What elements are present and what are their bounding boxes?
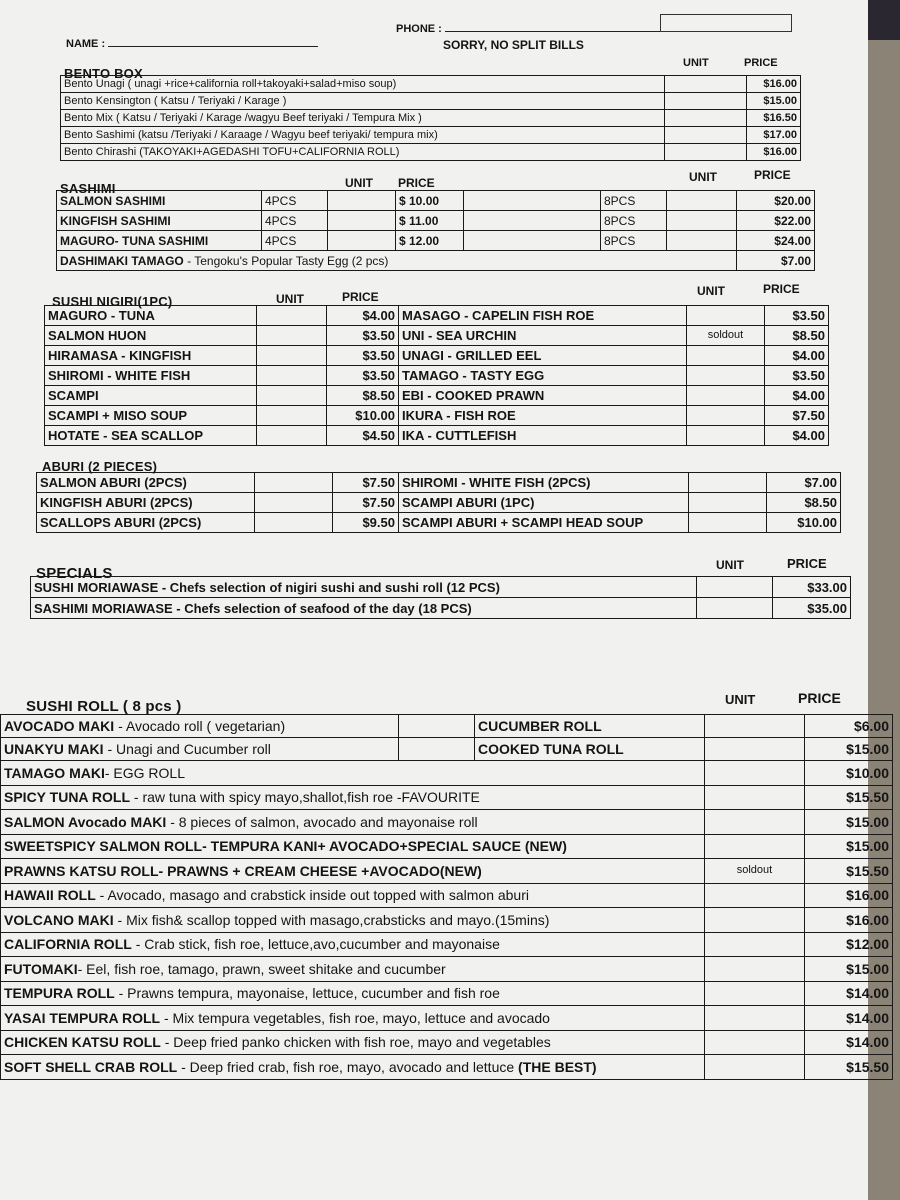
nigiri-price: $4.00 <box>327 306 399 326</box>
roll-item <box>1 785 705 810</box>
nigiri-price-label: PRICE <box>342 290 379 304</box>
bento-row <box>61 144 801 161</box>
bento-unit-cell <box>665 127 747 144</box>
roll-price: $10.00 <box>805 761 893 786</box>
roll-price: $16.00 <box>805 883 893 908</box>
nigiri-price-right: $8.50 <box>765 326 829 346</box>
nigiri-price-right: $7.50 <box>765 406 829 426</box>
specials-item: SUSHI MORIAWASE - Chefs selection of nigiri sushi and sushi roll (12 PCS) <box>31 577 697 598</box>
roll-box-cell <box>399 738 475 761</box>
roll-item <box>1 715 399 738</box>
roll-price: $15.50 <box>805 859 893 884</box>
bento-item-name: Bento Sashimi (katsu /Teriyaki / Karaage / Wagyu beef teriyaki/ tempura mix) <box>61 127 665 144</box>
item-description: - Mix fish& scallop topped with masago,crabsticks and mayo.(15mins) <box>113 911 550 928</box>
roll-price: $15.00 <box>805 738 893 761</box>
roll-item <box>1 761 705 786</box>
specials-row <box>31 598 851 619</box>
nigiri-unit-cell <box>257 406 327 426</box>
nigiri-name-right: IKA - CUTTLEFISH <box>399 426 687 446</box>
roll-unit-cell <box>705 981 805 1006</box>
sashimi-unit-cell <box>328 191 396 211</box>
roll-item <box>1 908 705 933</box>
nigiri-price-right: $3.50 <box>765 366 829 386</box>
bento-price-label: PRICE <box>744 57 778 69</box>
nigiri-row <box>45 366 829 386</box>
nigiri-price: $3.50 <box>327 326 399 346</box>
sashimi-price-label: PRICE <box>398 176 435 190</box>
nigiri-name: SCAMPI + MISO SOUP <box>45 406 257 426</box>
roll-price: $15.50 <box>805 785 893 810</box>
bento-price: $15.00 <box>747 93 801 110</box>
nigiri-name-right: MASAGO - CAPELIN FISH ROE <box>399 306 687 326</box>
roll-item <box>1 738 399 761</box>
nigiri-row <box>45 346 829 366</box>
nigiri-price-right: $4.00 <box>765 346 829 366</box>
sashimi-name: KINGFISH SASHIMI <box>57 211 262 231</box>
roll-item <box>1 981 705 1006</box>
roll-unit-cell <box>705 883 805 908</box>
sashimi-price-large: $22.00 <box>737 211 815 231</box>
item-name: AVOCADO MAKI <box>4 718 115 734</box>
sashimi-price-large: $24.00 <box>737 231 815 251</box>
item-name: TAMAGO MAKI <box>4 764 105 781</box>
roll-row <box>1 834 893 859</box>
bento-unit-label: UNIT <box>683 57 709 69</box>
item-name: SOFT SHELL CRAB ROLL <box>4 1058 178 1075</box>
roll-row <box>1 908 893 933</box>
item-name: SALMON Avocado MAKI <box>4 813 167 830</box>
sashimi-table <box>56 190 815 271</box>
soldout-label: soldout <box>687 326 765 346</box>
specials-price: $33.00 <box>773 577 851 598</box>
aburi-row <box>37 473 841 493</box>
nigiri-price-right: $3.50 <box>765 306 829 326</box>
nigiri-name-right: IKURA - FISH ROE <box>399 406 687 426</box>
no-split-notice: SORRY, NO SPLIT BILLS <box>443 38 584 52</box>
roll-item <box>1 1055 705 1080</box>
sashimi-gap-cell <box>464 231 601 251</box>
item-name: HAWAII ROLL <box>4 887 96 904</box>
nigiri-price-right: $4.00 <box>765 386 829 406</box>
sashimi-gap-cell <box>464 211 601 231</box>
sashimi-row <box>57 231 815 251</box>
roll-item <box>1 810 705 835</box>
nigiri-price: $10.00 <box>327 406 399 426</box>
nigiri-name-right: UNAGI - GRILLED EEL <box>399 346 687 366</box>
nigiri-unit-cell <box>257 346 327 366</box>
phone-line <box>445 31 695 32</box>
roll-unit-cell <box>705 761 805 786</box>
bento-row <box>61 110 801 127</box>
sashimi-qty: 4PCS <box>262 191 328 211</box>
roll-price: $14.00 <box>805 981 893 1006</box>
roll-price: $6.00 <box>805 715 893 738</box>
item-name: CHICKEN KATSU ROLL <box>4 1034 161 1051</box>
nigiri-price-right: $4.00 <box>765 426 829 446</box>
item-description: - Deep fried crab, fish roe, mayo, avocado and lettuce <box>177 1058 519 1075</box>
roll-row <box>1 761 893 786</box>
sashimi-name: SALMON SASHIMI <box>57 191 262 211</box>
roll-row <box>1 932 893 957</box>
roll-unit-cell <box>705 785 805 810</box>
name-line <box>108 46 318 47</box>
nigiri-name: SCAMPI <box>45 386 257 406</box>
aburi-name-right: SCAMPI ABURI + SCAMPI HEAD SOUP <box>399 513 689 533</box>
aburi-unit-cell <box>255 513 333 533</box>
item-name: TEMPURA ROLL <box>4 985 115 1002</box>
aburi-price-right: $7.00 <box>767 473 841 493</box>
nigiri-title: SUSHI NIGIRI(1PC) <box>52 294 173 309</box>
aburi-table <box>36 472 841 533</box>
item-name: SPICY TUNA ROLL <box>4 789 131 806</box>
item-description: - 8 pieces of salmon, avocado and mayonaise roll <box>166 813 478 830</box>
nigiri-name-right: EBI - COOKED PRAWN <box>399 386 687 406</box>
item-name: PRAWNS KATSU ROLL- PRAWNS + CREAM CHEESE +AVOCADO(NEW) <box>4 862 482 879</box>
soldout-label: soldout <box>705 859 805 884</box>
specials-item: SASHIMI MORIAWASE - Chefs selection of seafood of the day (18 PCS) <box>31 598 697 619</box>
aburi-unit-cell-right <box>689 493 767 513</box>
bento-price: $16.50 <box>747 110 801 127</box>
aburi-price: $7.50 <box>333 473 399 493</box>
bento-row <box>61 127 801 144</box>
bento-item-name: Bento Chirashi (TAKOYAKI+AGEDASHI TOFU+CALIFORNIA ROLL) <box>61 144 665 161</box>
bento-unit-cell <box>665 93 747 110</box>
nigiri-name: HIRAMASA - KINGFISH <box>45 346 257 366</box>
item-description: - raw tuna with spicy mayo,shallot,fish roe -FAVOURITE <box>130 789 480 806</box>
aburi-row <box>37 493 841 513</box>
specials-title: SPECIALS <box>36 565 113 582</box>
sashimi-row <box>57 191 815 211</box>
item-name: VOLCANO MAKI <box>4 911 114 928</box>
sashimi-price: $ 10.00 <box>396 191 464 211</box>
bento-price: $16.00 <box>747 76 801 93</box>
nigiri-unit-cell-right <box>687 366 765 386</box>
aburi-unit-cell <box>255 493 333 513</box>
tamago-price: $7.00 <box>737 251 815 271</box>
nigiri-price: $3.50 <box>327 346 399 366</box>
item-description: - Deep fried panko chicken with fish roe, mayo and vegetables <box>160 1034 551 1051</box>
nigiri-unit-cell-right <box>687 406 765 426</box>
sashimi-price-label-2: PRICE <box>754 168 791 182</box>
nigiri-unit-cell <box>257 386 327 406</box>
nigiri-unit-cell-right <box>687 386 765 406</box>
roll-price: $15.00 <box>805 957 893 982</box>
sashimi-name: MAGURO- TUNA SASHIMI <box>57 231 262 251</box>
roll-row <box>1 859 893 884</box>
rolls-price-label: PRICE <box>798 690 841 706</box>
nigiri-price-label-2: PRICE <box>763 282 800 296</box>
aburi-unit-cell-right <box>689 473 767 493</box>
item-name: YASAI TEMPURA ROLL <box>4 1009 161 1026</box>
sashimi-title: SASHIMI <box>60 181 116 196</box>
roll-row <box>1 1055 893 1080</box>
bento-row <box>61 93 801 110</box>
nigiri-unit-cell <box>257 366 327 386</box>
roll-row <box>1 957 893 982</box>
roll-unit-cell <box>705 1006 805 1031</box>
sashimi-unit-cell-large <box>667 231 737 251</box>
sashimi-qty: 4PCS <box>262 211 328 231</box>
nigiri-name-right: TAMAGO - TASTY EGG <box>399 366 687 386</box>
bento-title: BENTO BOX <box>64 66 143 81</box>
roll-row <box>1 738 893 761</box>
order-number-box <box>660 14 792 32</box>
item-description: - EGG ROLL <box>104 764 185 781</box>
item-description: - Avocado roll ( vegetarian) <box>114 718 286 734</box>
roll-item <box>1 834 705 859</box>
nigiri-row <box>45 306 829 326</box>
specials-price: $35.00 <box>773 598 851 619</box>
roll-price: $14.00 <box>805 1006 893 1031</box>
aburi-name-right: SHIROMI - WHITE FISH (2PCS) <box>399 473 689 493</box>
bento-price: $17.00 <box>747 127 801 144</box>
item-name: UNAKYU MAKI <box>4 741 104 757</box>
specials-unit-label: UNIT <box>716 558 744 572</box>
rolls-title: SUSHI ROLL ( 8 pcs ) <box>26 698 182 715</box>
aburi-row <box>37 513 841 533</box>
item-name: DASHIMAKI TAMAGO <box>60 253 184 268</box>
phone-label: PHONE : <box>396 23 442 35</box>
nigiri-name: SALMON HUON <box>45 326 257 346</box>
sashimi-unit-cell <box>328 211 396 231</box>
roll-item <box>1 883 705 908</box>
roll-unit-cell <box>705 834 805 859</box>
roll-item <box>1 1006 705 1031</box>
sashimi-qty-large: 8PCS <box>601 191 667 211</box>
phone-field <box>396 23 695 35</box>
nigiri-row <box>45 406 829 426</box>
sashimi-unit-cell-large <box>667 211 737 231</box>
aburi-unit-cell-right <box>689 513 767 533</box>
roll-price: $15.50 <box>805 1055 893 1080</box>
item-description: - Prawns tempura, mayonaise, lettuce, cucumber and fish roe <box>114 985 500 1002</box>
aburi-price-right: $10.00 <box>767 513 841 533</box>
nigiri-table <box>44 305 829 446</box>
nigiri-price: $8.50 <box>327 386 399 406</box>
item-name: CALIFORNIA ROLL <box>4 936 132 953</box>
roll-row <box>1 883 893 908</box>
specials-row <box>31 577 851 598</box>
sashimi-qty-large: 8PCS <box>601 211 667 231</box>
nigiri-name-right: UNI - SEA URCHIN <box>399 326 687 346</box>
roll-item <box>1 1030 705 1055</box>
item-description: - Unagi and Cucumber roll <box>103 741 271 757</box>
nigiri-row <box>45 386 829 406</box>
nigiri-row <box>45 426 829 446</box>
rolls-unit-label: UNIT <box>725 692 756 707</box>
item-description: - Avocado, masago and crabstick inside out topped with salmon aburi <box>95 887 529 904</box>
nigiri-unit-cell <box>257 426 327 446</box>
nigiri-unit-label-2: UNIT <box>697 284 725 298</box>
aburi-price-right: $8.50 <box>767 493 841 513</box>
sashimi-unit-cell-large <box>667 191 737 211</box>
nigiri-name: MAGURO - TUNA <box>45 306 257 326</box>
aburi-name: SALMON ABURI (2PCS) <box>37 473 255 493</box>
roll-row <box>1 810 893 835</box>
name-label: NAME : <box>66 38 106 50</box>
sashimi-qty-large: 8PCS <box>601 231 667 251</box>
roll-unit-cell <box>705 957 805 982</box>
bento-table <box>60 75 801 161</box>
sashimi-price: $ 12.00 <box>396 231 464 251</box>
name-field <box>66 38 318 50</box>
sashimi-gap-cell <box>464 191 601 211</box>
specials-price-label: PRICE <box>787 556 827 571</box>
sashimi-unit-label: UNIT <box>345 176 373 190</box>
nigiri-name: SHIROMI - WHITE FISH <box>45 366 257 386</box>
bento-item-name: Bento Unagi ( unagi +rice+california roll+takoyaki+salad+miso soup) <box>61 76 665 93</box>
aburi-name: SCALLOPS ABURI (2PCS) <box>37 513 255 533</box>
tamago-row <box>57 251 815 271</box>
roll-price: $15.00 <box>805 810 893 835</box>
bento-price: $16.00 <box>747 144 801 161</box>
aburi-price: $7.50 <box>333 493 399 513</box>
nigiri-price: $3.50 <box>327 366 399 386</box>
roll-unit-cell <box>705 1030 805 1055</box>
roll-item <box>1 932 705 957</box>
aburi-title: ABURI (2 PIECES) <box>42 459 158 474</box>
roll-box-cell <box>399 715 475 738</box>
sashimi-unit-cell <box>328 231 396 251</box>
roll-unit-cell <box>705 810 805 835</box>
roll-unit-cell <box>705 738 805 761</box>
roll-item <box>1 859 705 884</box>
roll-row <box>1 981 893 1006</box>
roll-unit-cell <box>705 932 805 957</box>
sashimi-unit-label-2: UNIT <box>689 170 717 184</box>
item-name: SWEETSPICY SALMON ROLL- TEMPURA KANI+ AVOCADO+SPECIAL SAUCE (NEW) <box>4 838 567 855</box>
nigiri-price: $4.50 <box>327 426 399 446</box>
item-name: FUTOMAKI <box>4 960 78 977</box>
bento-unit-cell <box>665 110 747 127</box>
bento-unit-cell <box>665 76 747 93</box>
sashimi-price-large: $20.00 <box>737 191 815 211</box>
rolls-table <box>0 714 893 1080</box>
roll-price: $16.00 <box>805 908 893 933</box>
bento-item-name: Bento Kensington ( Katsu / Teriyaki / Karage ) <box>61 93 665 110</box>
nigiri-unit-cell <box>257 326 327 346</box>
roll-item <box>1 957 705 982</box>
item-note: (THE BEST) <box>518 1058 597 1075</box>
nigiri-unit-label: UNIT <box>276 292 304 306</box>
roll-row <box>1 785 893 810</box>
nigiri-unit-cell-right <box>687 426 765 446</box>
bento-row <box>61 76 801 93</box>
nigiri-name: HOTATE - SEA SCALLOP <box>45 426 257 446</box>
item-description: - Mix tempura vegetables, fish roe, mayo, lettuce and avocado <box>160 1009 550 1026</box>
nigiri-unit-cell-right <box>687 346 765 366</box>
sashimi-price: $ 11.00 <box>396 211 464 231</box>
sashimi-row <box>57 211 815 231</box>
roll-price: $15.00 <box>805 834 893 859</box>
sashimi-qty: 4PCS <box>262 231 328 251</box>
roll-row <box>1 1030 893 1055</box>
item-description: - Tengoku's Popular Tasty Egg (2 pcs) <box>183 253 389 268</box>
roll-item-right: COOKED TUNA ROLL <box>475 738 705 761</box>
aburi-unit-cell <box>255 473 333 493</box>
bento-unit-cell <box>665 144 747 161</box>
aburi-name-right: SCAMPI ABURI (1PC) <box>399 493 689 513</box>
specials-table <box>30 576 851 619</box>
specials-unit-cell <box>697 577 773 598</box>
aburi-name: KINGFISH ABURI (2PCS) <box>37 493 255 513</box>
item-description: - Crab stick, fish roe, lettuce,avo,cucumber and mayonaise <box>131 936 500 953</box>
nigiri-unit-cell <box>257 306 327 326</box>
nigiri-unit-cell-right <box>687 306 765 326</box>
roll-price: $14.00 <box>805 1030 893 1055</box>
item-description: - Eel, fish roe, tamago, prawn, sweet shitake and cucumber <box>77 960 446 977</box>
roll-unit-cell <box>705 1055 805 1080</box>
bento-item-name: Bento Mix ( Katsu / Teriyaki / Karage /wagyu Beef teriyaki / Tempura Mix ) <box>61 110 665 127</box>
roll-row <box>1 1006 893 1031</box>
specials-unit-cell <box>697 598 773 619</box>
roll-unit-cell <box>705 908 805 933</box>
tamago-item <box>57 251 737 271</box>
aburi-price: $9.50 <box>333 513 399 533</box>
roll-row <box>1 715 893 738</box>
roll-unit-cell <box>705 715 805 738</box>
nigiri-row <box>45 326 829 346</box>
roll-price: $12.00 <box>805 932 893 957</box>
roll-item-right: CUCUMBER ROLL <box>475 715 705 738</box>
